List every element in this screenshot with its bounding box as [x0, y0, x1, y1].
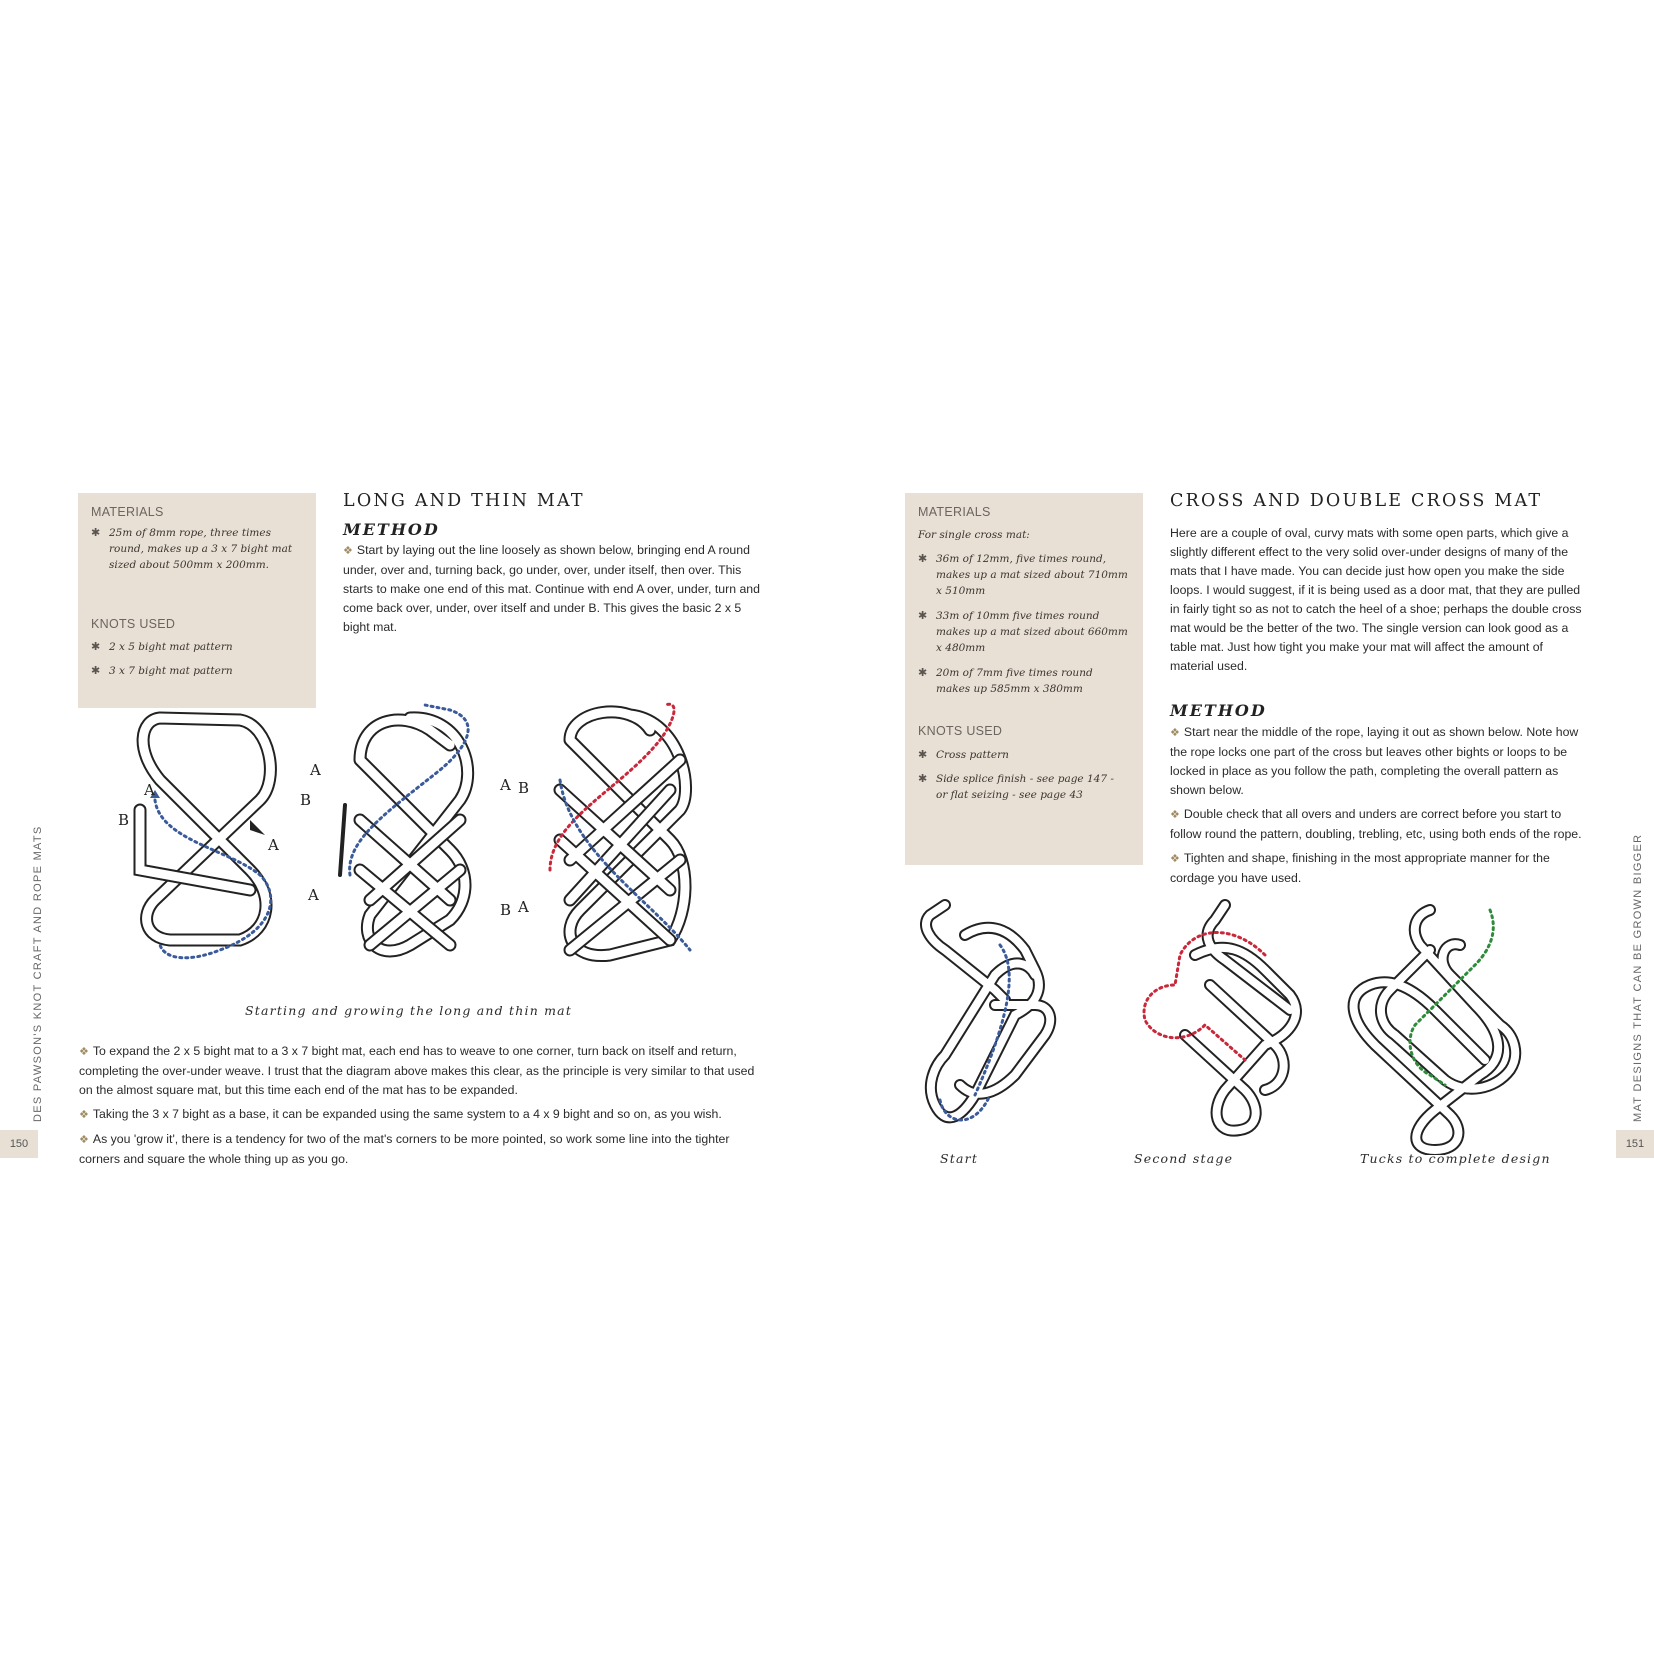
diamond-bullet-icon: ❖ [1170, 809, 1180, 821]
diamond-bullet-icon: ❖ [1170, 853, 1180, 865]
knots-used-item: ✱ Side splice finish - see page 147 - or flat seizing - see page 43 [918, 771, 1118, 803]
materials-heading: MATERIALS [91, 505, 164, 519]
method-text-left: ❖ Start by laying out the line loosely as shown below, bringing end A round under, over and, turning back, go under, over, under itself, then over. This starts to make one end of this mat. Continue with end A over, under, turn and come back over, under, over itself and under B. This gives the basic 2 x 5 bight mat. [343, 543, 760, 634]
page-title-right: CROSS AND DOUBLE CROSS MAT [1170, 491, 1543, 511]
figure-caption-left: Starting and growing the long and thin mat [245, 1003, 573, 1018]
materials-subheading: For single cross mat: [918, 529, 1030, 541]
diamond-bullet-icon: ❖ [79, 1134, 89, 1146]
knots-used-item: ✱ 3 x 7 bight mat pattern [91, 663, 301, 679]
diamond-bullet-icon: ❖ [79, 1046, 89, 1058]
mat-figure-start [118, 718, 279, 958]
label-b: B [300, 791, 312, 809]
page-number-left: 150 [0, 1130, 38, 1158]
figure-caption-second-stage: Second stage [1134, 1151, 1234, 1166]
knots-used-item: ✱ Cross pattern [918, 747, 1118, 763]
materials-item: ✱ 33m of 10mm five times round makes up a mat sized about 660mm x 480mm [918, 608, 1128, 656]
diamond-bullet-icon: ❖ [343, 545, 353, 557]
materials-item: ✱ 20m of 7mm five times round makes up 585mm x 380mm [918, 665, 1128, 697]
mat-figure-expanded [499, 704, 690, 955]
bottom-text-left: ❖ To expand the 2 x 5 bight mat to a 3 x 7 bight mat, each end has to weave to one corner, turn back on itself and return, completing the over-under weave. I trust that the diagram above makes this clear, as the principle is very similar to that used on the almost square mat, but this time each end of the mat has to be expanded. ❖ Taking the 3 x 7 bight as a base, it can be expanded using the same system to a 4 x 9 bight and so on, as you wish. ❖ As you 'grow it', there is a tendency for two of the mat's corners to be more pointed, so work some line into the tighter corners and square the whole thing up as you go. [79, 1044, 755, 1166]
materials-item: ✱ 25m of 8mm rope, three times round, makes up a 3 x 7 bight mat sized about 500mm x 200mm. [91, 525, 301, 573]
cross-figure-complete [1354, 910, 1516, 1150]
mat-figure-growing [300, 705, 468, 951]
label-a: A [500, 776, 511, 794]
knots-used-heading: KNOTS USED [918, 724, 1003, 738]
diamond-bullet-icon: ❖ [79, 1109, 89, 1121]
method-heading-right: METHOD [1170, 701, 1267, 720]
knots-used-item: ✱ 2 x 5 bight mat pattern [91, 639, 301, 655]
materials-heading: MATERIALS [918, 505, 991, 519]
figure-caption-start: Start [940, 1151, 979, 1166]
page-number-right: 151 [1616, 1130, 1654, 1158]
method-heading-left: METHOD [343, 520, 440, 539]
cross-mat-diagram [915, 895, 1565, 1155]
label-a: A [268, 836, 279, 854]
method-text-right: ❖ Start near the middle of the rope, laying it out as shown below. Note how the rope locks one part of the cross but leaves other bights or loops to be locked in place as you follow the path, completing the overall pattern as shown below. ❖ Double check that all overs and unders are correct before you start to follow round the pattern, doubling, trebling, etc, using both ends of the rope. ❖ Tighten and shape, finishing in the most appropriate manner for the cordage you have used. [1170, 725, 1582, 885]
running-head-right: MAT DESIGNS THAT CAN BE GROWN BIGGER [1632, 833, 1644, 1122]
materials-item: ✱ 36m of 12mm, five times round, makes up a mat sized about 710mm x 510mm [918, 551, 1128, 599]
label-a: A [310, 761, 321, 779]
page-title-left: LONG AND THIN MAT [343, 491, 585, 511]
figure-caption-complete: Tucks to complete design [1360, 1151, 1551, 1166]
long-thin-mat-diagram [100, 700, 720, 995]
intro-text-right: Here are a couple of oval, curvy mats with some open parts, which give a slightly different effect to the very solid over-under designs of many of the mats that I have made. You can decide just how open you make the side loops. I would suggest, if it is being used as a door mat, that they are pulled in fairly tight so as not to catch the heel of a shoe; perhaps the double cross mat would be the better of the two. The single version can look good as a table mat. Just how tight you make your mat will affect the amount of material used. [1170, 526, 1582, 673]
label-b: B [518, 779, 530, 797]
diamond-bullet-icon: ❖ [1170, 727, 1180, 739]
label-a: A [518, 898, 529, 916]
knots-used-heading: KNOTS USED [91, 617, 176, 631]
label-b: B [118, 811, 130, 829]
materials-box-right [905, 493, 1143, 865]
cross-figure-start [926, 905, 1050, 1120]
label-b: B [500, 901, 512, 919]
label-a: A [308, 886, 319, 904]
materials-box-left [78, 493, 316, 708]
label-a: A [144, 781, 155, 799]
running-head-left: DES PAWSON'S KNOT CRAFT AND ROPE MATS [32, 825, 44, 1122]
cross-figure-second [1144, 905, 1296, 1131]
